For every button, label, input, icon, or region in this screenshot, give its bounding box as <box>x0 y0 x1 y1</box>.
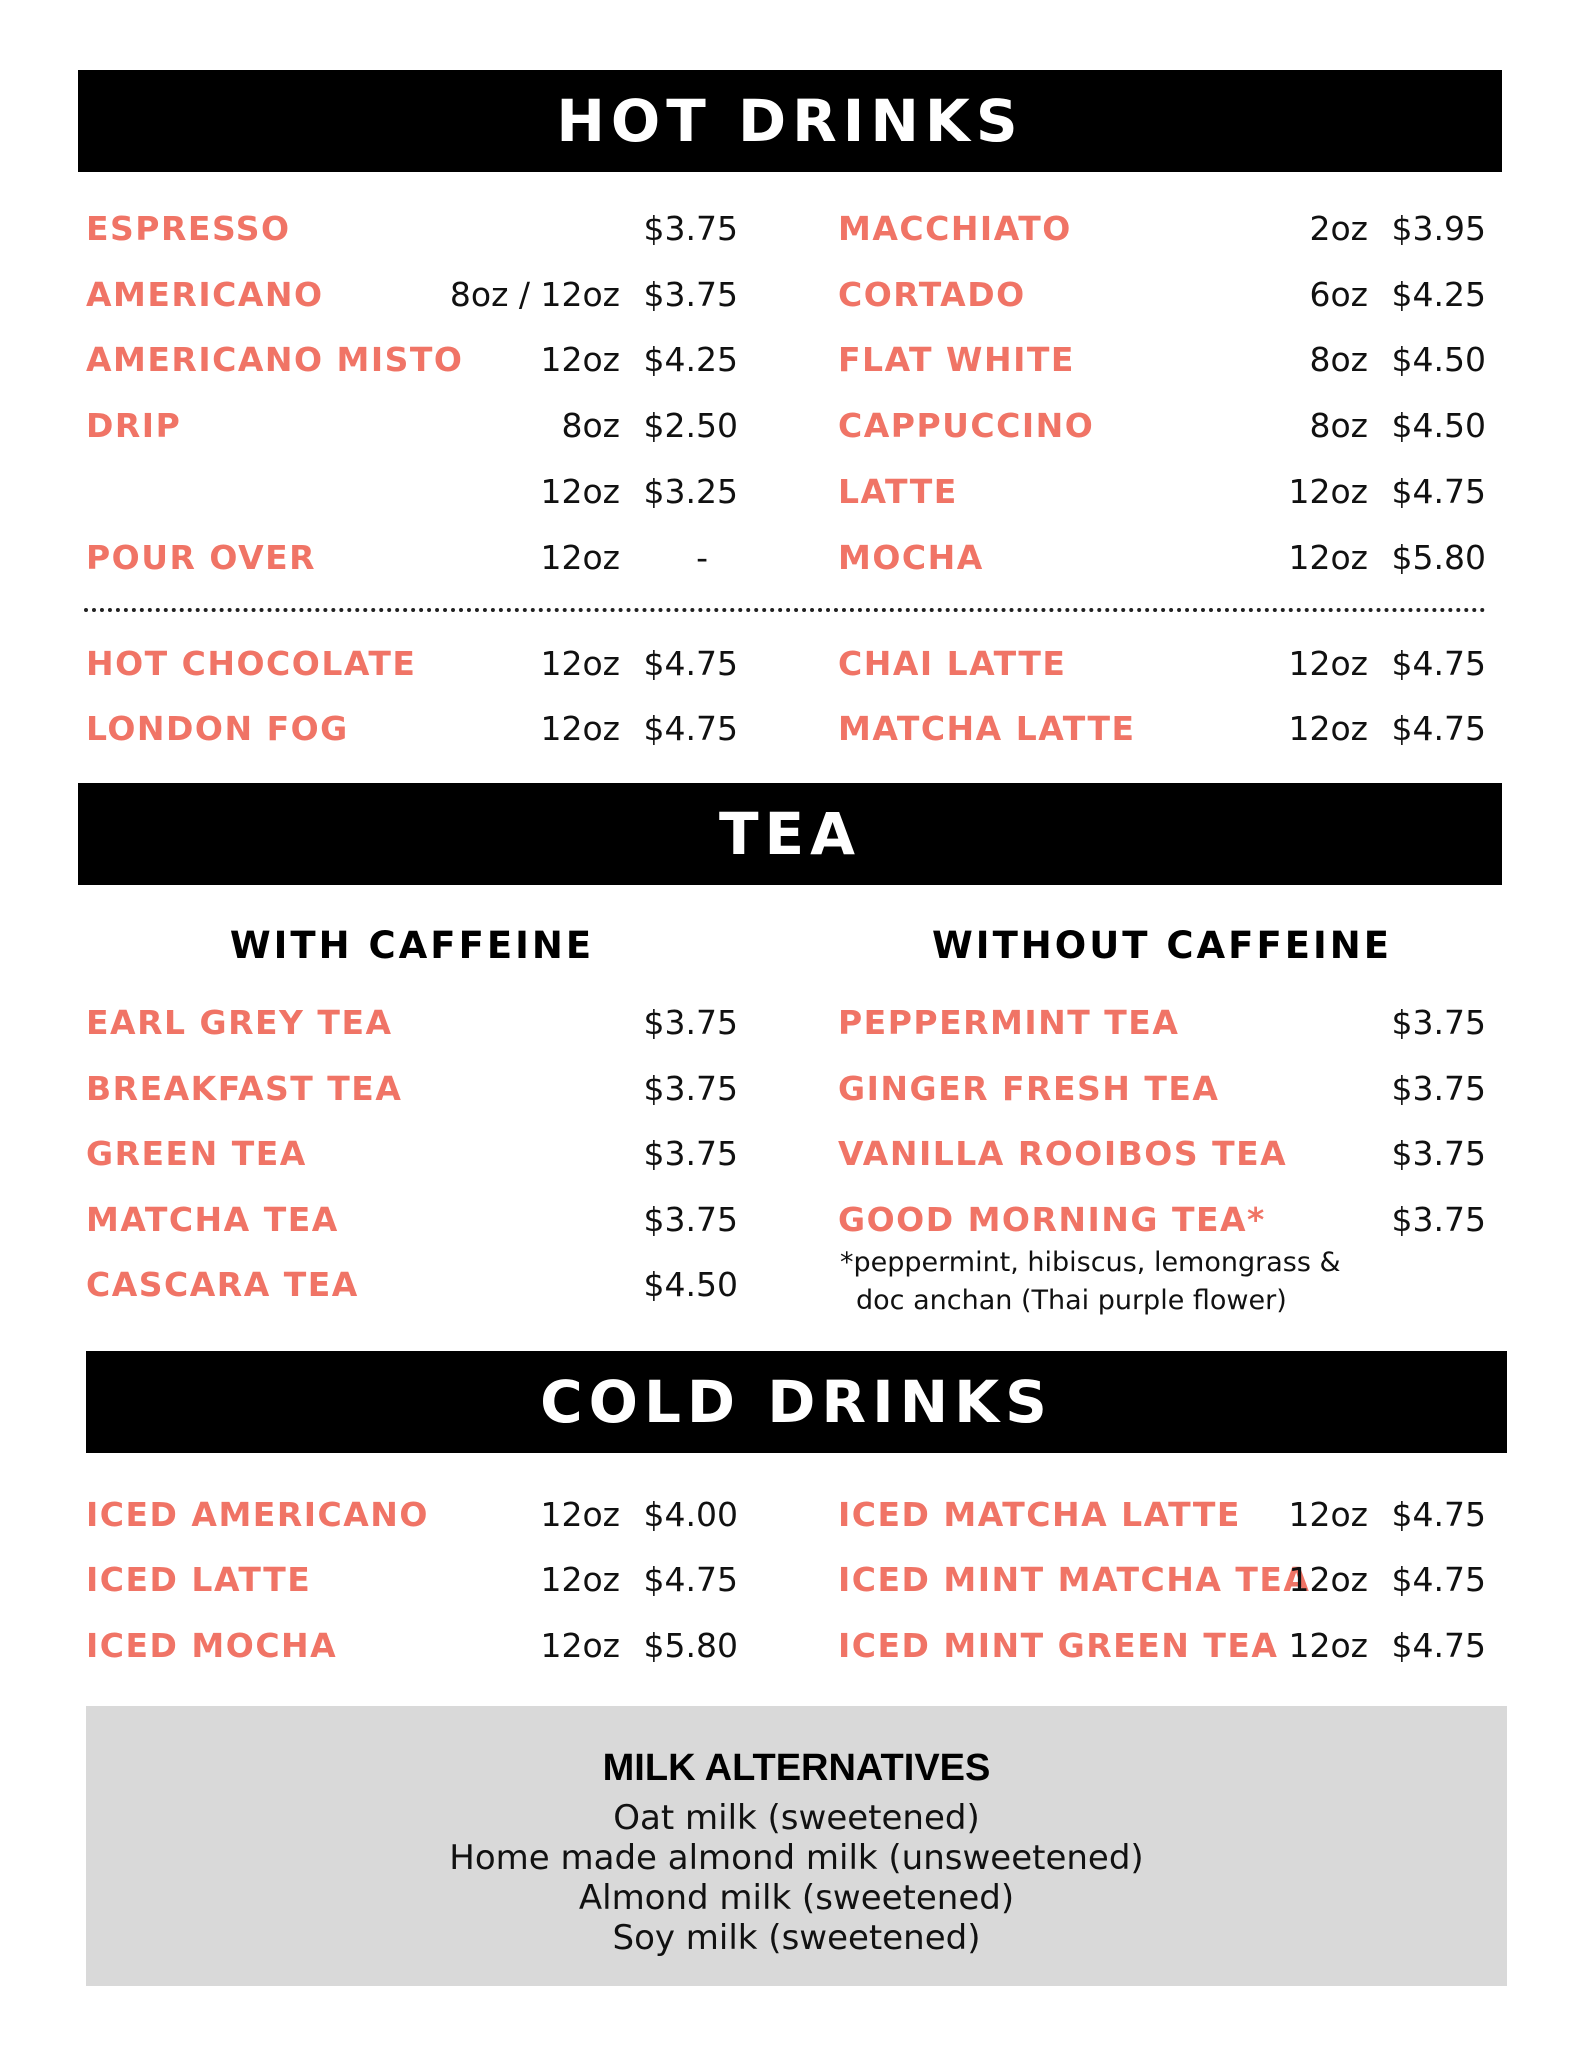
without-caffeine-heading: WITHOUT CAFFEINE <box>931 924 1393 967</box>
cold-drinks-title: COLD DRINKS <box>540 1368 1053 1436</box>
item-price: $5.80 <box>1391 538 1486 577</box>
item-name: LATTE <box>838 472 958 511</box>
item-price: $4.75 <box>1391 1495 1486 1534</box>
item-name: ICED MOCHA <box>86 1626 338 1665</box>
item-size: 12oz <box>540 1495 620 1534</box>
menu-item <box>86 1482 738 1548</box>
item-size: 8oz / 12oz <box>449 275 620 314</box>
item-price: $2.50 <box>643 406 738 445</box>
item-name: GINGER FRESH TEA <box>838 1069 1220 1108</box>
menu-item <box>86 393 738 459</box>
menu-item <box>86 262 738 328</box>
item-size: 12oz <box>540 538 620 577</box>
milk-option: Soy milk (sweetened) <box>612 1918 981 1958</box>
item-price: $3.75 <box>643 209 738 248</box>
item-size: 12oz <box>1288 709 1368 748</box>
item-price: $3.75 <box>643 1134 738 1173</box>
tea-banner <box>78 783 1502 885</box>
cold-drinks-banner <box>86 1351 1507 1453</box>
item-price: $4.75 <box>1391 709 1486 748</box>
menu-item <box>838 1482 1486 1548</box>
item-price: $3.95 <box>1391 209 1486 248</box>
item-name: BREAKFAST TEA <box>86 1069 403 1108</box>
menu-item <box>838 1613 1486 1679</box>
item-name: ICED AMERICANO <box>86 1495 429 1534</box>
item-size: 12oz <box>540 1560 620 1599</box>
item-price: $4.75 <box>1391 472 1486 511</box>
tea-item <box>838 1056 1486 1122</box>
item-price: $3.25 <box>643 472 738 511</box>
tea-item <box>86 1252 738 1318</box>
item-size: 12oz <box>540 472 620 511</box>
dotted-divider <box>84 608 1486 612</box>
item-price: $3.75 <box>643 1069 738 1108</box>
item-size: 2oz <box>1309 209 1368 248</box>
tea-item <box>838 1121 1486 1187</box>
item-price: $3.75 <box>643 1003 738 1042</box>
item-name: CHAI LATTE <box>838 644 1067 683</box>
item-price: $4.00 <box>643 1495 738 1534</box>
tea-title: TEA <box>718 800 862 868</box>
milk-option: Home made almond milk (unsweetened) <box>449 1838 1144 1878</box>
item-price: $4.75 <box>643 709 738 748</box>
menu-item <box>86 327 738 393</box>
tea-item <box>838 990 1486 1056</box>
footnote-line: *peppermint, hibiscus, lemongrass & <box>840 1247 1341 1278</box>
item-size: 8oz <box>1309 340 1368 379</box>
item-size: 12oz <box>1288 538 1368 577</box>
item-name: CORTADO <box>838 275 1026 314</box>
item-name: VANILLA ROOIBOS TEA <box>838 1134 1288 1173</box>
item-price: $3.75 <box>643 275 738 314</box>
item-name: FLAT WHITE <box>838 340 1075 379</box>
item-size: 8oz <box>561 406 620 445</box>
menu-item <box>838 327 1486 393</box>
item-price: $4.75 <box>1391 644 1486 683</box>
item-price: $3.75 <box>1391 1003 1486 1042</box>
menu-item <box>86 196 738 262</box>
menu-item <box>838 196 1486 262</box>
item-name: LONDON FOG <box>86 709 349 748</box>
item-price: $3.75 <box>643 1200 738 1239</box>
item-size: 12oz <box>1288 472 1368 511</box>
item-name: POUR OVER <box>86 538 317 577</box>
item-price: $4.50 <box>1391 406 1486 445</box>
item-price: $4.75 <box>1391 1626 1486 1665</box>
item-name: EARL GREY TEA <box>86 1003 393 1042</box>
item-name: CAPPUCCINO <box>838 406 1095 445</box>
menu-item <box>838 696 1486 762</box>
item-size: 12oz <box>540 644 620 683</box>
item-size: 12oz <box>540 709 620 748</box>
menu-item <box>86 1613 738 1679</box>
milk-option: Oat milk (sweetened) <box>613 1798 980 1838</box>
item-price: $3.75 <box>1391 1069 1486 1108</box>
item-size: 8oz <box>1309 406 1368 445</box>
menu-item <box>86 525 738 591</box>
menu-item <box>86 696 738 762</box>
item-name: HOT CHOCOLATE <box>86 644 417 683</box>
item-name: CASCARA TEA <box>86 1265 359 1304</box>
item-size: 12oz <box>1288 644 1368 683</box>
hot-drinks-banner <box>78 70 1502 172</box>
item-price: $4.25 <box>643 340 738 379</box>
menu-item <box>838 393 1486 459</box>
item-price: $3.75 <box>1391 1200 1486 1239</box>
menu-item <box>86 459 738 525</box>
item-name: ICED MINT GREEN TEA <box>838 1626 1279 1665</box>
item-price: $4.50 <box>1391 340 1486 379</box>
item-size: 12oz <box>540 340 620 379</box>
item-size: 12oz <box>1288 1560 1368 1599</box>
item-size: 12oz <box>540 1626 620 1665</box>
tea-item <box>86 1187 738 1253</box>
item-name: ICED LATTE <box>86 1560 312 1599</box>
item-size: 12oz <box>1288 1626 1368 1665</box>
footnote-line: doc anchan (Thai purple flower) <box>856 1285 1287 1316</box>
menu-item <box>86 631 738 697</box>
item-price: $4.25 <box>1391 275 1486 314</box>
item-price: $4.75 <box>643 644 738 683</box>
item-price: $4.50 <box>643 1265 738 1304</box>
item-price: $3.75 <box>1391 1134 1486 1173</box>
item-price: $4.75 <box>1391 1560 1486 1599</box>
tea-item <box>86 990 738 1056</box>
item-name: AMERICANO <box>86 275 324 314</box>
item-name: DRIP <box>86 406 182 445</box>
item-name: ICED MATCHA LATTE <box>838 1495 1241 1534</box>
item-name: MATCHA LATTE <box>838 709 1136 748</box>
item-name: PEPPERMINT TEA <box>838 1003 1180 1042</box>
menu-item <box>86 1547 738 1613</box>
item-name: MOCHA <box>838 538 984 577</box>
hot-drinks-title: HOT DRINKS <box>556 87 1024 155</box>
item-size: 12oz <box>1288 1495 1368 1534</box>
tea-item <box>86 1121 738 1187</box>
tea-item <box>86 1056 738 1122</box>
menu-item <box>838 1547 1486 1613</box>
item-name: MACCHIATO <box>838 209 1072 248</box>
item-price: $4.75 <box>643 1560 738 1599</box>
item-name: AMERICANO MISTO <box>86 340 464 379</box>
item-name: ICED MINT MATCHA TEA <box>838 1560 1311 1599</box>
item-name: ESPRESSO <box>86 209 291 248</box>
menu-item <box>838 631 1486 697</box>
item-name: MATCHA TEA <box>86 1200 339 1239</box>
menu-item <box>838 459 1486 525</box>
item-price: $5.80 <box>643 1626 738 1665</box>
item-size: 6oz <box>1309 275 1368 314</box>
item-name: GREEN TEA <box>86 1134 307 1173</box>
milk-alternatives-title: MILK ALTERNATIVES <box>602 1747 991 1789</box>
menu-item <box>838 525 1486 591</box>
item-name: GOOD MORNING TEA* <box>838 1200 1266 1239</box>
item-price: - <box>696 538 708 577</box>
milk-option: Almond milk (sweetened) <box>578 1878 1015 1918</box>
good-morning-tea-footnote <box>840 1244 1480 1320</box>
with-caffeine-heading: WITH CAFFEINE <box>229 924 595 967</box>
menu-item <box>838 262 1486 328</box>
milk-alternatives-box <box>86 1706 1507 1986</box>
